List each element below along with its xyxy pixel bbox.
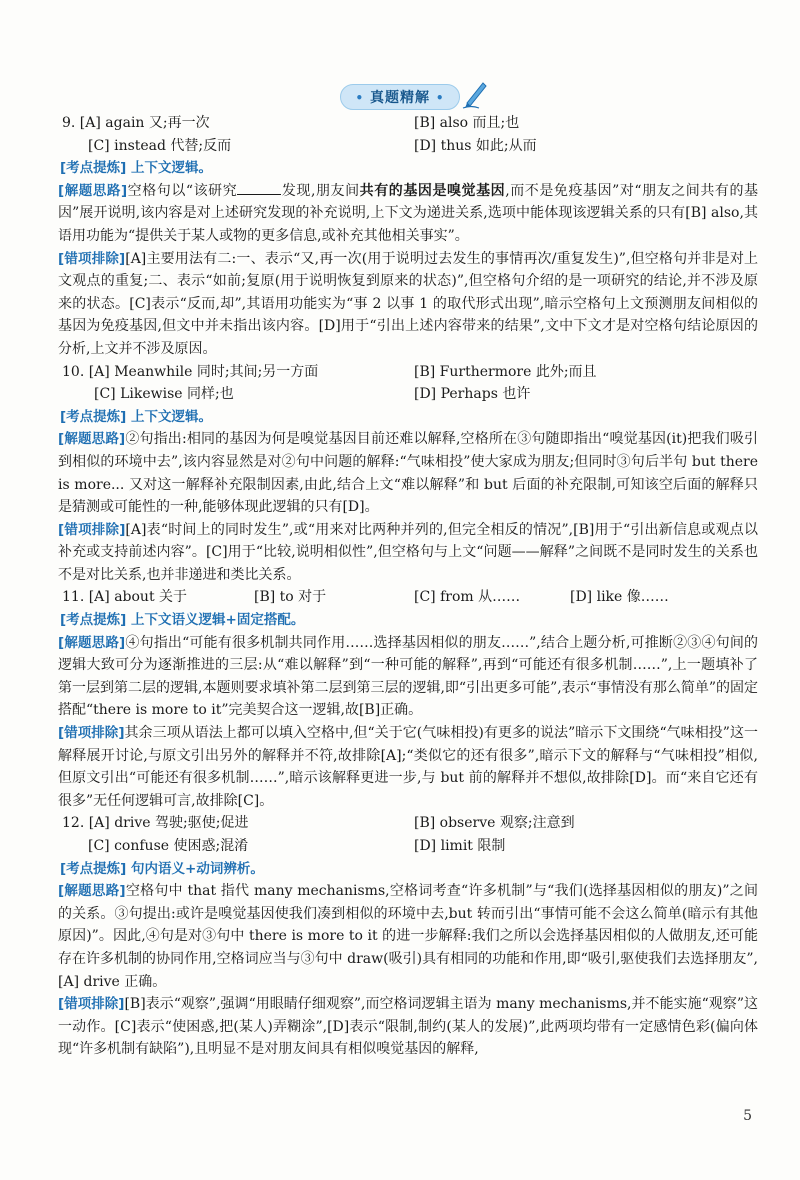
q12-elim-text: [B]表示“观察”,强调“用眼睛仔细观察”,而空格词逻辑主语为 many mechanisms,并不能实施“观察”这一动作。[C]表示“使困惑,把(某人)弄糊涂”,[D]表示“限制,制约(某人的发展)”,此两项均带有一定感情色彩(偏向体现“许多机制有缺陷”),且明显不是对朋友间具有相似嗅觉基因的解释, (58, 996, 758, 1058)
q10-drill (58, 406, 758, 429)
q11-option-c: [C] from 从…… (414, 589, 521, 606)
pen-icon (461, 79, 489, 109)
q10-idea-text: ②句指出:相同的基因为何是嗅觉基因目前还难以解释,空格所在③句随即指出“嗅觉基因(it)把我们吸引到相似的环境中去”,该内容显然是对②句中问题的解释:“气味相投”使大家成为朋友;但同时③句后半句 but there is more... 又对这一解释补充限制因素,由此,结合上文“难以解释”和 but 后面的补充限制,可知该空后面的解释只是猜测或可能性的一种,能够体现此逻辑的只有[D]。 (58, 431, 758, 516)
q10-option-b: [B] Furthermore 此外;而且 (414, 363, 597, 380)
q11-option-a: 11. [A] about 关于 (62, 589, 188, 606)
q10-elimination (58, 519, 758, 587)
q11-idea-tag: [解题思路] (58, 634, 126, 651)
q11-idea (58, 632, 758, 722)
q11-elim-tag: [错项排除] (58, 725, 125, 742)
q11-elim-text: 其余三项从语法上都可以填入空格中,但“关于它(气味相投)有更多的说法”暗示下文围绕“气味相投”这一解释展开讨论,与原文引出另外的解释并不符,故排除[A];“类似它的还有很多”,暗示下文的解释与“气味相投”相似,但原文引出“可能还有很多机制……”,暗示该解释更进一步,与 but 前的解释并不想似,故排除[D]。而“来自它还有很多”无任何逻辑可言,故排除[C]。 (58, 725, 758, 809)
q10-options-row-1 (58, 361, 758, 384)
q12-option-d: [D] limit 限制 (414, 838, 506, 854)
q9-idea (58, 180, 758, 248)
q12-option-b: [B] observe 观察;注意到 (414, 815, 575, 832)
dot-icon: • (435, 91, 445, 105)
q9-idea-part1: 空格句以“该研究 (127, 182, 238, 199)
q9-elim-text: [A]主要用法有二:一、表示“又,再一次(用于说明过去发生的事情再次/重复发生)”,但空格句并非是对上文观点的重复;二、表示“如前;复原(用于说明恢复到原来的状态)”,但空格句介绍的是一项研究的结论,并不涉及原来的状态。[C]表示“反而,却”,其语用功能实为“事 2 以事 1 的取代形式出现”,暗示空格句上文预测朋友间相似的基因为免疫基因,但文中并未指出该内容。[D]用于“引出上述内容带来的结果”,文中下文才是对空格句结论原因的分析,上文并不涉及原因。 (58, 250, 758, 357)
q9-option-c: [C] instead 代替;反而 (88, 137, 232, 154)
q11-drill (58, 609, 758, 632)
q9-elim-tag: [错项排除] (58, 250, 126, 267)
page-number: 5 (743, 1108, 752, 1124)
q10-elim-tag: [错项排除] (58, 521, 126, 538)
q12-options-row-1 (58, 812, 758, 835)
q12-option-c: [C] confuse 使困惑;混淆 (88, 838, 249, 854)
q12-elim-tag: [错项排除] (58, 996, 125, 1013)
q12-elimination (58, 993, 758, 1061)
q10-idea-tag: [解题思路] (58, 431, 126, 448)
q9-idea-part3: ,而不是免疫基因”对“朋友之间共有的基因”展开说明,该内容是对上述研究发现的补充说明,上下文为递进关系,选项中能体现该逻辑关系的只有[B] also,其语用功能为“提供关于某人或物的更多信息,或补充其他相关事实”。 (58, 182, 759, 244)
q11-idea-text: ④句指出“可能有很多机制共同作用……选择基因相似的朋友……”,结合上题分析,可推断②③④句间的逻辑大致可分为逐渐推进的三层:从“难以解释”到“一种可能的解释”,再到“可能还有很多机制……”,上一题填补了第一层到第二层的逻辑,本题则要求填补第二层到第三层的逻辑,即“引出更多可能”,表示“事情没有那么简单”的固定搭配“there is more to it”完美契合这一逻辑,故[B]正确。 (58, 634, 758, 719)
q10-drill-text: 上下文逻辑。 (131, 408, 213, 425)
q11-drill-tag: [考点提炼] (60, 612, 127, 629)
q12-drill-tag: [考点提炼] (60, 860, 127, 877)
q11-option-b: [B] to 对于 (254, 589, 327, 606)
section-title: 真题精解 (370, 90, 430, 106)
q10-drill-tag: [考点提炼] (60, 408, 127, 425)
q10-elim-text: [A]表“时间上的同时发生”,或“用来对比两种并列的,但完全相反的情况”,[B]用于“引出新信息或观点以补充或支持前述内容”。[C]用于“比较,说明相似性”,但空格句与上文“问题——解释”之间既不是同时发生的关系也不是对比关系,也并非递进和类比关系。 (58, 521, 758, 583)
content (58, 112, 758, 1061)
section-header (0, 84, 800, 110)
q9-option-a: 9. [A] again 又;再一次 (62, 115, 210, 131)
q9-drill (58, 157, 758, 180)
q9-options-row-2 (58, 135, 758, 158)
q9-option-d: [D] thus 如此;从而 (414, 137, 537, 154)
q10-option-c: [C] Likewise 同样;也 (94, 386, 234, 403)
q9-idea-bold: 共有的基因是嗅觉基因 (359, 182, 506, 199)
answer-blank (237, 180, 281, 195)
q9-idea-part2: 发现,朋友间 (281, 182, 360, 199)
q12-drill-text: 句内语义+动词辨析。 (131, 860, 264, 877)
q12-options-row-2 (58, 835, 758, 858)
q11-option-d: [D] like 像…… (570, 589, 669, 606)
q9-options-row-1 (58, 112, 758, 135)
q12-idea-text: 空格句中 that 指代 many mechanisms,空格词考查“许多机制”与“我们(选择基因相似的朋友)”之间的关系。③句提出:或许是嗅觉基因使我们凑到相似的环境中去,but 转而引出“事情可能不会这么简单(暗示有其他原因)”。因此,④句是对③句中 there is more to it 的进一步解释:我们之所以会选择基因相似的人做朋友,还可能存在许多机制的协同作用,空格词应当与③句中 draw(吸引)具有相同的功能和作用,即“吸引,驱使我们去选择朋友”,[A] drive 正确。 (58, 883, 759, 990)
q10-option-d: [D] Perhaps 也许 (414, 386, 531, 403)
q9-drill-text: 上下文逻辑。 (131, 160, 213, 177)
q11-options-row (58, 586, 758, 609)
q11-drill-text: 上下文语义逻辑+固定搭配。 (131, 612, 305, 629)
q10-idea (58, 428, 758, 518)
q9-option-b: [B] also 而且;也 (414, 115, 520, 131)
q11-elimination (58, 722, 758, 812)
q9-drill-tag: [考点提炼] (60, 160, 127, 177)
q12-idea-tag: [解题思路] (58, 883, 126, 900)
section-title-badge (340, 84, 459, 110)
q9-elimination (58, 248, 758, 361)
q12-idea (58, 880, 758, 993)
dot-icon: • (355, 91, 365, 105)
q10-option-a: 10. [A] Meanwhile 同时;其间;另一方面 (62, 363, 319, 380)
q12-option-a: 12. [A] drive 驾驶;驱使;促进 (62, 815, 249, 832)
q12-drill (58, 858, 758, 881)
q10-options-row-2 (58, 383, 758, 406)
q9-idea-tag: [解题思路] (58, 182, 128, 199)
